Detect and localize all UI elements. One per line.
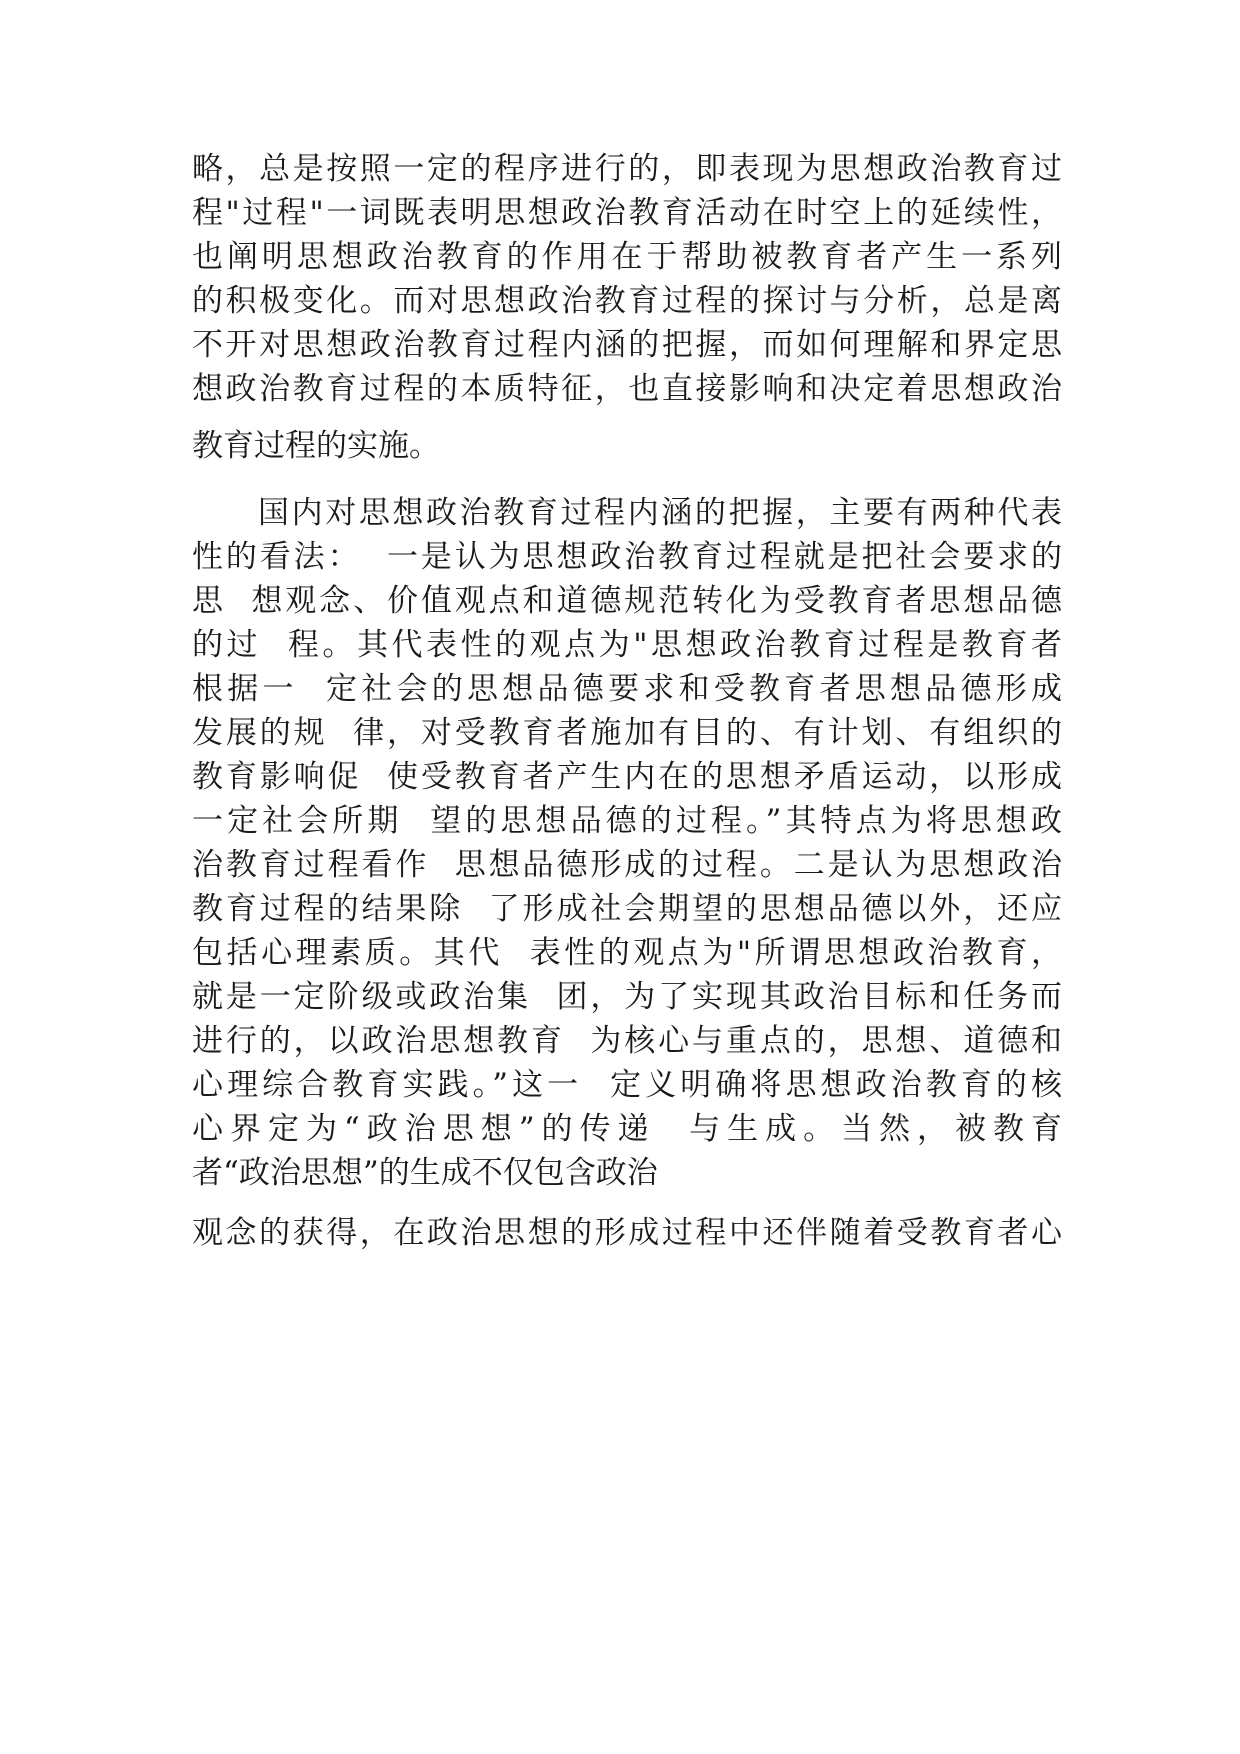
text-line: 国内对思想政治教育过程内涵的把握，主要有两种代表	[258, 495, 1062, 531]
text-line: 包括心理素质。其代 表性的观点为"所谓思想政治教育，	[192, 935, 1062, 971]
text-line: 者“政治思想”的生成不仅包含政治	[192, 1155, 658, 1191]
text-line: 心界定为“政治思想”的传递 与生成。当然，被教育	[192, 1111, 1062, 1147]
text-line: 也阐明思想政治教育的作用在于帮助被教育者产生一系列	[192, 239, 1062, 275]
text-line: 教育影响促 使受教育者产生内在的思想矛盾运动，以形成	[192, 759, 1062, 795]
text-line: 进行的，以政治思想教育 为核心与重点的，思想、道德和	[192, 1023, 1062, 1059]
text-line: 教育过程的结果除 了形成社会期望的思想品德以外，还应	[192, 891, 1062, 927]
text-line: 就是一定阶级或政治集 团，为了实现其政治目标和任务而	[192, 979, 1062, 1015]
text-line: 想政治教育过程的本质特征，也直接影响和决定着思想政治	[192, 371, 1062, 407]
text-line: 略，总是按照一定的程序进行的，即表现为思想政治教育过	[192, 151, 1062, 187]
text-line: 思 想观念、价值观点和道德规范转化为受教育者思想品德	[192, 583, 1062, 619]
text-line: 观念的获得，在政治思想的形成过程中还伴随着受教育者心	[192, 1215, 1062, 1251]
text-line: 的积极变化。而对思想政治教育过程的探讨与分析，总是离	[192, 283, 1062, 319]
text-line: 程"过程"一词既表明思想政治教育活动在时空上的延续性，	[192, 195, 1062, 231]
text-line: 发展的规 律，对受教育者施加有目的、有计划、有组织的	[192, 715, 1062, 751]
text-line: 根据一 定社会的思想品德要求和受教育者思想品德形成	[192, 671, 1062, 707]
text-line: 的过 程。其代表性的观点为"思想政治教育过程是教育者	[192, 627, 1062, 663]
text-line: 心理综合教育实践。”这一 定义明确将思想政治教育的核	[192, 1067, 1062, 1103]
text-line: 治教育过程看作 思想品德形成的过程。二是认为思想政治	[192, 847, 1062, 883]
text-line: 不开对思想政治教育过程内涵的把握，而如何理解和界定思	[192, 327, 1062, 363]
text-line: 一定社会所期 望的思想品德的过程。”其特点为将思想政	[192, 803, 1062, 839]
text-line: 教育过程的实施。	[192, 428, 440, 464]
text-line: 性的看法： 一是认为思想政治教育过程就是把社会要求的	[192, 539, 1062, 575]
